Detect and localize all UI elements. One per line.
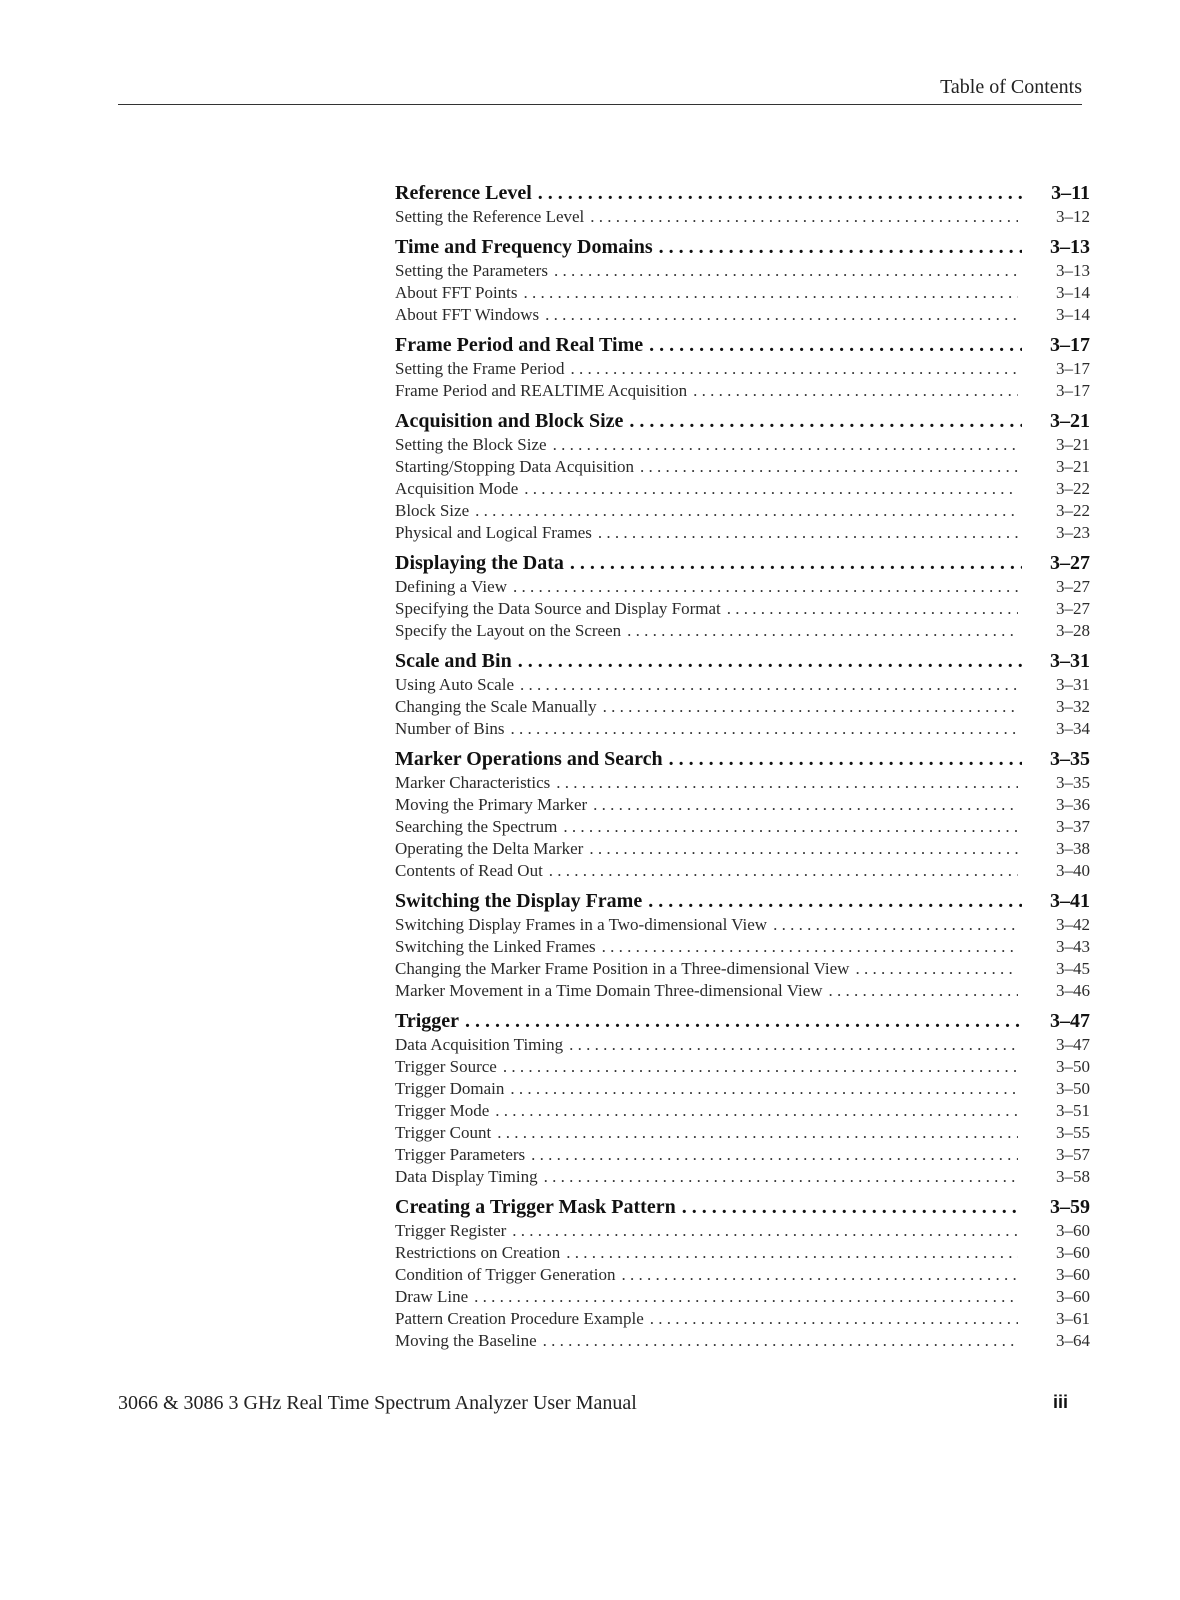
toc-subentry-title: Trigger Register [395, 1221, 507, 1240]
toc-section [395, 234, 1090, 326]
toc-subentry-title: Physical and Logical Frames [395, 523, 592, 542]
toc-subentry-page: 3–32 [1056, 697, 1090, 716]
toc-subentry[interactable] [395, 522, 1090, 544]
dot-leader [602, 936, 1018, 958]
dot-leader [598, 522, 1018, 544]
toc-subentry-title: Acquisition Mode [395, 479, 519, 498]
toc-subentry-title: Using Auto Scale [395, 675, 514, 694]
toc-subentry-title: Pattern Creation Procedure Example [395, 1309, 644, 1328]
toc-subentry-page: 3–60 [1056, 1287, 1090, 1306]
dot-leader [693, 380, 1018, 402]
toc-subentry-title: About FFT Points [395, 283, 518, 302]
toc-subentry[interactable] [395, 674, 1090, 696]
toc-subentry[interactable] [395, 1034, 1090, 1056]
toc-subentry-title: Data Display Timing [395, 1167, 538, 1186]
dot-leader [544, 1166, 1018, 1188]
toc-subentry-page: 3–23 [1056, 523, 1090, 542]
toc-subentry-title: Setting the Parameters [395, 261, 548, 280]
dot-leader [511, 718, 1018, 740]
toc-subentry[interactable] [395, 304, 1090, 326]
dot-leader [603, 696, 1018, 718]
dot-leader [629, 408, 1022, 434]
toc-subentry-page: 3–17 [1056, 359, 1090, 378]
manual-title: 3066 & 3086 3 GHz Real Time Spectrum Analyzer User Manual [118, 1392, 637, 1414]
toc-section [395, 648, 1090, 740]
toc-subentry-page: 3–22 [1056, 479, 1090, 498]
dot-leader [650, 1308, 1018, 1330]
toc-subentry[interactable] [395, 1330, 1090, 1352]
toc-subentry[interactable] [395, 838, 1090, 860]
toc-section [395, 746, 1090, 882]
toc-subentry[interactable] [395, 914, 1090, 936]
toc-subentry-page: 3–55 [1056, 1123, 1090, 1142]
toc-chapter-entry[interactable] [395, 888, 1090, 914]
toc-subentry-title: Data Acquisition Timing [395, 1035, 564, 1054]
dot-leader [465, 1008, 1022, 1034]
page-header [118, 76, 1082, 105]
toc-chapter-page: 3–47 [1050, 1010, 1090, 1032]
page-number: iii [1052, 1392, 1068, 1412]
toc-subentry-page: 3–57 [1056, 1145, 1090, 1164]
toc-chapter-title: Trigger [395, 1010, 460, 1032]
toc-subentry[interactable] [395, 794, 1090, 816]
dot-leader [640, 456, 1018, 478]
toc-subentries [395, 206, 1090, 228]
toc-subentry-page: 3–14 [1056, 305, 1090, 324]
toc-subentries [395, 1220, 1090, 1352]
toc-subentry-title: Specifying the Data Source and Display Format [395, 599, 721, 618]
toc-chapter-title: Time and Frequency Domains [395, 236, 653, 258]
toc-subentry[interactable] [395, 1286, 1090, 1308]
toc-subentry[interactable] [395, 620, 1090, 642]
dot-leader [475, 500, 1018, 522]
dot-leader [495, 1100, 1018, 1122]
toc-subentry[interactable] [395, 1166, 1090, 1188]
toc-subentry-page: 3–46 [1056, 981, 1090, 1000]
dot-leader [593, 794, 1018, 816]
toc-chapter-entry[interactable] [395, 332, 1090, 358]
dot-leader [727, 598, 1018, 620]
toc-subentry[interactable] [395, 1122, 1090, 1144]
toc-subentry-page: 3–21 [1056, 435, 1090, 454]
dot-leader [543, 1330, 1018, 1352]
toc-subentry-page: 3–42 [1056, 915, 1090, 934]
toc-subentry-title: Trigger Source [395, 1057, 497, 1076]
toc-subentry-page: 3–12 [1056, 207, 1090, 226]
dot-leader [622, 1264, 1018, 1286]
toc-chapter-title: Creating a Trigger Mask Pattern [395, 1196, 676, 1218]
toc-subentry-page: 3–47 [1056, 1035, 1090, 1054]
toc-subentry-title: Searching the Spectrum [395, 817, 558, 836]
toc-chapter-page: 3–31 [1050, 650, 1090, 672]
toc-subentry[interactable] [395, 860, 1090, 882]
toc-subentry[interactable] [395, 936, 1090, 958]
toc-subentry-page: 3–35 [1056, 773, 1090, 792]
dot-leader [553, 434, 1018, 456]
dot-leader [554, 260, 1018, 282]
dot-leader [513, 576, 1018, 598]
toc-subentry-page: 3–43 [1056, 937, 1090, 956]
toc-subentries [395, 1034, 1090, 1188]
toc-subentries [395, 358, 1090, 402]
toc-chapter-entry[interactable] [395, 1194, 1090, 1220]
toc-subentry-page: 3–50 [1056, 1057, 1090, 1076]
toc-subentry-title: Trigger Parameters [395, 1145, 526, 1164]
dot-leader [520, 674, 1018, 696]
toc-section [395, 1008, 1090, 1188]
toc-subentry-title: Defining a View [395, 577, 507, 596]
toc-chapter-entry[interactable] [395, 648, 1090, 674]
toc-subentry[interactable] [395, 958, 1090, 980]
toc-subentry-title: Moving the Baseline [395, 1331, 537, 1350]
toc-subentry[interactable] [395, 718, 1090, 740]
dot-leader [524, 478, 1018, 500]
toc-section [395, 408, 1090, 544]
header-title: Table of Contents [940, 76, 1082, 98]
toc-subentry-title: Restrictions on Creation [395, 1243, 561, 1262]
toc-chapter-page: 3–27 [1050, 552, 1090, 574]
toc-subentry-title: Switching Display Frames in a Two-dimensional View [395, 915, 768, 934]
toc-chapter-page: 3–35 [1050, 748, 1090, 770]
toc-subentry-page: 3–36 [1056, 795, 1090, 814]
dot-leader [569, 1034, 1018, 1056]
dot-leader [649, 332, 1022, 358]
toc-subentry[interactable] [395, 1220, 1090, 1242]
toc-section [395, 180, 1090, 228]
dot-leader [531, 1144, 1018, 1166]
toc-subentry[interactable] [395, 980, 1090, 1002]
toc-subentry-page: 3–28 [1056, 621, 1090, 640]
toc-subentry-page: 3–40 [1056, 861, 1090, 880]
toc-subentry-title: Operating the Delta Marker [395, 839, 584, 858]
toc-subentry-title: Moving the Primary Marker [395, 795, 588, 814]
toc-chapter-title: Displaying the Data [395, 552, 564, 574]
toc-subentries [395, 576, 1090, 642]
toc-chapter-title: Acquisition and Block Size [395, 410, 624, 432]
dot-leader [773, 914, 1018, 936]
dot-leader [627, 620, 1018, 642]
toc-subentry-title: Condition of Trigger Generation [395, 1265, 616, 1284]
dot-leader [682, 1194, 1022, 1220]
toc-subentry-title: Trigger Count [395, 1123, 492, 1142]
toc-chapter-entry[interactable] [395, 1008, 1090, 1034]
toc-subentry[interactable] [395, 772, 1090, 794]
dot-leader [512, 1220, 1018, 1242]
toc-section [395, 332, 1090, 402]
toc-subentry-title: Draw Line [395, 1287, 469, 1306]
toc-chapter-page: 3–59 [1050, 1196, 1090, 1218]
toc-subentry-page: 3–61 [1056, 1309, 1090, 1328]
dot-leader [503, 1056, 1018, 1078]
dot-leader [855, 958, 1018, 980]
toc-subentry-page: 3–51 [1056, 1101, 1090, 1120]
dot-leader [556, 772, 1018, 794]
toc-subentry-page: 3–14 [1056, 283, 1090, 302]
toc-chapter-title: Scale and Bin [395, 650, 512, 672]
toc-subentry-title: Marker Movement in a Time Domain Three-dimensional View [395, 981, 823, 1000]
dot-leader [648, 888, 1022, 914]
toc-subentry[interactable] [395, 380, 1090, 402]
toc-subentry[interactable] [395, 1100, 1090, 1122]
toc-section [395, 1194, 1090, 1352]
toc-subentry[interactable] [395, 1078, 1090, 1100]
toc-subentry-page: 3–38 [1056, 839, 1090, 858]
toc-subentry-page: 3–45 [1056, 959, 1090, 978]
toc-subentry-title: Starting/Stopping Data Acquisition [395, 457, 634, 476]
toc-subentry[interactable] [395, 434, 1090, 456]
dot-leader [549, 860, 1018, 882]
dot-leader [563, 816, 1018, 838]
toc-subentries [395, 914, 1090, 1002]
toc-subentry-title: Trigger Domain [395, 1079, 505, 1098]
toc-subentries [395, 260, 1090, 326]
dot-leader [474, 1286, 1018, 1308]
toc-subentry[interactable] [395, 576, 1090, 598]
dot-leader [497, 1122, 1018, 1144]
toc-chapter-page: 3–41 [1050, 890, 1090, 912]
toc-chapter-entry[interactable] [395, 234, 1090, 260]
dot-leader [829, 980, 1018, 1002]
toc-subentry-title: Switching the Linked Frames [395, 937, 596, 956]
toc-subentry-page: 3–50 [1056, 1079, 1090, 1098]
toc-subentry-title: Number of Bins [395, 719, 505, 738]
toc-subentry-page: 3–27 [1056, 577, 1090, 596]
toc-subentry-page: 3–60 [1056, 1243, 1090, 1262]
toc-chapter-page: 3–11 [1051, 182, 1090, 204]
toc-subentry[interactable] [395, 206, 1090, 228]
toc-subentries [395, 434, 1090, 544]
toc-chapter-entry[interactable] [395, 550, 1090, 576]
toc-subentry[interactable] [395, 1242, 1090, 1264]
toc-subentry[interactable] [395, 478, 1090, 500]
toc-section [395, 550, 1090, 642]
toc-chapter-page: 3–21 [1050, 410, 1090, 432]
toc-subentry-page: 3–37 [1056, 817, 1090, 836]
toc-subentry-title: Block Size [395, 501, 470, 520]
toc-subentry-title: Setting the Reference Level [395, 207, 585, 226]
dot-leader [538, 180, 1022, 206]
toc-subentry[interactable] [395, 358, 1090, 380]
dot-leader [659, 234, 1022, 260]
dot-leader [545, 304, 1018, 326]
dot-leader [518, 648, 1022, 674]
toc-subentry-page: 3–60 [1056, 1221, 1090, 1240]
toc-chapter-entry[interactable] [395, 408, 1090, 434]
toc-subentry[interactable] [395, 1308, 1090, 1330]
toc-subentry-page: 3–22 [1056, 501, 1090, 520]
table-of-contents [395, 180, 1090, 1358]
toc-subentry[interactable] [395, 1056, 1090, 1078]
toc-subentries [395, 674, 1090, 740]
toc-subentry-title: Trigger Mode [395, 1101, 490, 1120]
toc-chapter-title: Reference Level [395, 182, 532, 204]
toc-subentry[interactable] [395, 696, 1090, 718]
toc-subentry-title: Setting the Block Size [395, 435, 547, 454]
toc-chapter-title: Frame Period and Real Time [395, 334, 644, 356]
toc-subentry-title: Setting the Frame Period [395, 359, 565, 378]
toc-subentry-page: 3–34 [1056, 719, 1090, 738]
toc-subentry-title: Changing the Scale Manually [395, 697, 597, 716]
toc-subentry-title: Frame Period and REALTIME Acquisition [395, 381, 688, 400]
toc-subentry[interactable] [395, 816, 1090, 838]
toc-subentry-title: About FFT Windows [395, 305, 540, 324]
toc-subentry[interactable] [395, 456, 1090, 478]
dot-leader [570, 550, 1022, 576]
toc-subentry[interactable] [395, 500, 1090, 522]
toc-chapter-title: Switching the Display Frame [395, 890, 643, 912]
dot-leader [566, 1242, 1018, 1264]
toc-subentry-title: Marker Characteristics [395, 773, 551, 792]
toc-subentry-page: 3–64 [1056, 1331, 1090, 1350]
toc-subentry-title: Specify the Layout on the Screen [395, 621, 622, 640]
toc-subentry-page: 3–31 [1056, 675, 1090, 694]
toc-subentries [395, 772, 1090, 882]
toc-chapter-page: 3–13 [1050, 236, 1090, 258]
toc-subentry-page: 3–17 [1056, 381, 1090, 400]
toc-subentry[interactable] [395, 260, 1090, 282]
toc-chapter-entry[interactable] [395, 746, 1090, 772]
toc-subentry-title: Contents of Read Out [395, 861, 543, 880]
toc-subentry-page: 3–21 [1056, 457, 1090, 476]
toc-subentry-page: 3–27 [1056, 599, 1090, 618]
toc-subentry-page: 3–13 [1056, 261, 1090, 280]
toc-chapter-page: 3–17 [1050, 334, 1090, 356]
toc-subentry[interactable] [395, 598, 1090, 620]
dot-leader [571, 358, 1018, 380]
dot-leader [524, 282, 1018, 304]
dot-leader [589, 838, 1018, 860]
toc-subentry[interactable] [395, 1264, 1090, 1286]
toc-subentry[interactable] [395, 282, 1090, 304]
dot-leader [510, 1078, 1018, 1100]
toc-chapter-entry[interactable] [395, 180, 1090, 206]
toc-chapter-title: Marker Operations and Search [395, 748, 663, 770]
dot-leader [590, 206, 1018, 228]
toc-section [395, 888, 1090, 1002]
dot-leader [669, 746, 1022, 772]
toc-subentry-page: 3–60 [1056, 1265, 1090, 1284]
toc-subentry-page: 3–58 [1056, 1167, 1090, 1186]
toc-subentry-title: Changing the Marker Frame Position in a Three-dimensional View [395, 959, 850, 978]
toc-subentry[interactable] [395, 1144, 1090, 1166]
